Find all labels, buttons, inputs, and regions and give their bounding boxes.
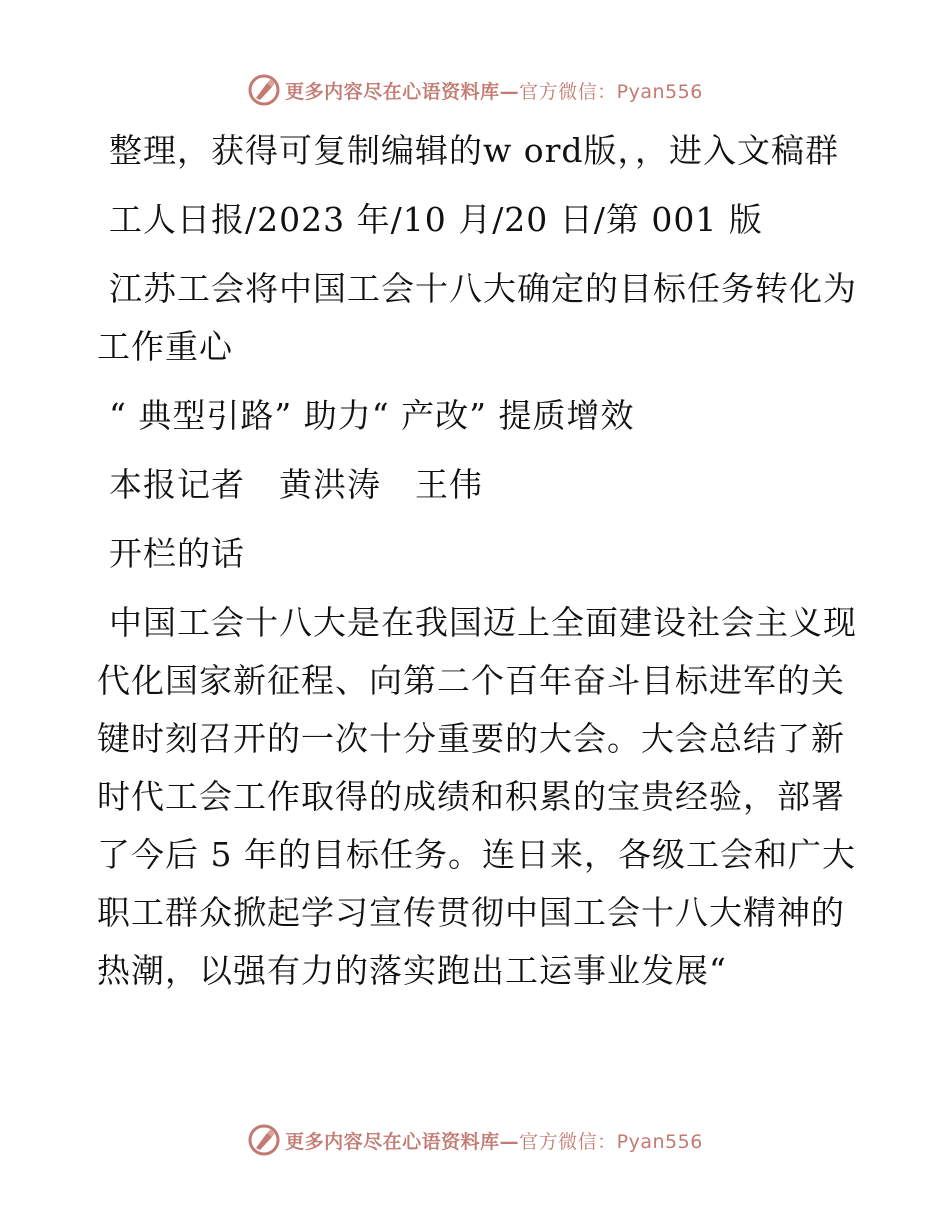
article-subheadline: “ 典型引路” 助力“ 产改” 提质增效 <box>109 396 635 435</box>
watermark-wechat-text: 官方微信：Pyan556 <box>519 1130 703 1153</box>
watermark-brand-text: 更多内容尽在心语资料库— <box>285 80 520 103</box>
footer-watermark <box>0 1120 950 1160</box>
pen-nib-logo-icon <box>247 1123 281 1157</box>
watermark-wechat-text: 官方微信：Pyan556 <box>519 80 703 103</box>
watermark-brand-text: 更多内容尽在心语资料库— <box>285 1130 520 1153</box>
column-heading: 开栏的话 <box>109 534 245 573</box>
header-watermark <box>0 70 950 110</box>
source-line: 工人日报/2023 年/10 月/20 日/第 001 版 <box>109 200 763 239</box>
byline: 本报记者 黄洪涛 王伟 <box>109 465 483 504</box>
article-headline: 江苏工会将中国工会十八大确定的目标任务转化为工作重心 <box>97 269 857 366</box>
intro-note: 整理，获得可复制编辑的w ord版，，进入文稿群 <box>109 131 840 170</box>
pen-nib-logo-icon <box>247 73 281 107</box>
document-body <box>97 122 857 1011</box>
body-paragraph: 中国工会十八大是在我国迈上全面建设社会主义现代化国家新征程、向第二个百年奋斗目标进军的关键时刻召开的一次十分重要的大会。大会总结了新时代工会工作取得的成绩和积累的宝贵经验，部署了今后 5 年的目标任务。连日来，各级工会和广大职工群众掀起学习宣传贯彻中国工会十八大精神的热潮，以强有力的落实跑出工运事业发展“ <box>97 603 857 990</box>
